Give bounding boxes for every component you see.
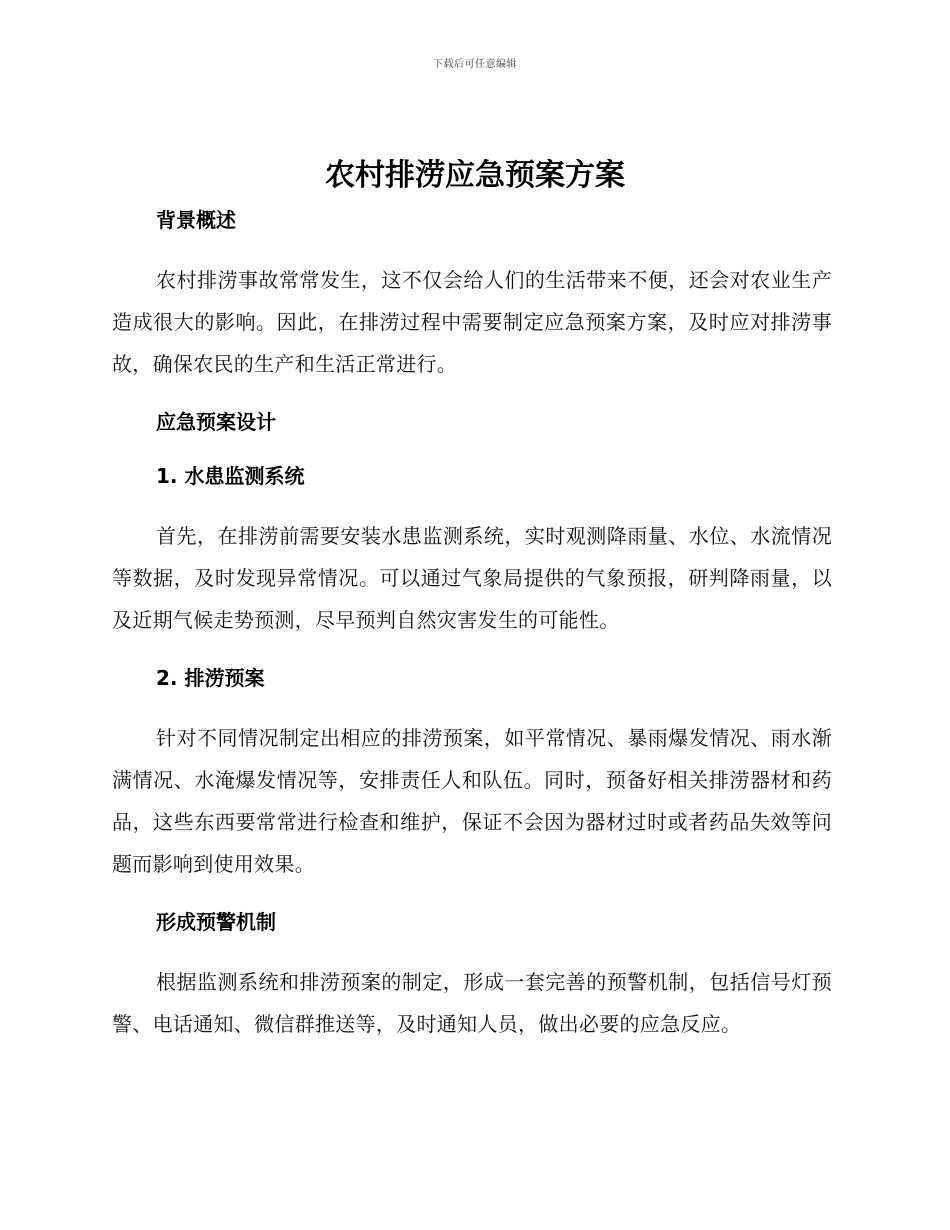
section-heading-background: 背景概述 bbox=[156, 208, 236, 232]
paragraph-monitoring: 首先，在排涝前需要安装水患监测系统，实时观测降雨量、水位、水流情况等数据，及时发现异常情况。可以通过气象局提供的气象预报，研判降雨量，以及近期气候走势预测，尽早预判自然灾害发生的可能性。 bbox=[112, 524, 832, 632]
document-title: 农村排涝应急预案方案 bbox=[325, 158, 625, 193]
section-heading-warning: 形成预警机制 bbox=[156, 910, 276, 934]
header-note: 下载后可任意编辑 bbox=[433, 59, 517, 70]
paragraph-background: 农村排涝事故常常发生，这不仅会给人们的生活带来不便，还会对农业生产造成很大的影响。因此，在排涝过程中需要制定应急预案方案，及时应对排涝事故，确保农民的生产和生活正常进行。 bbox=[112, 268, 832, 376]
section-heading-drainage-plan: 2. 排涝预案 bbox=[156, 666, 265, 690]
paragraph-warning: 根据监测系统和排涝预案的制定，形成一套完善的预警机制，包括信号灯预警、电话通知、微信群推送等，及时通知人员，做出必要的应急反应。 bbox=[112, 970, 832, 1036]
paragraph-drainage-plan: 针对不同情况制定出相应的排涝预案，如平常情况、暴雨爆发情况、雨水渐满情况、水淹爆发情况等，安排责任人和队伍。同时，预备好相关排涝器材和药品，这些东西要常常进行检查和维护，保证不会因为器材过时或者药品失效等问题而影响到使用效果。 bbox=[112, 726, 832, 876]
section-heading-design: 应急预案设计 bbox=[156, 410, 276, 434]
document-body bbox=[112, 203, 832, 1045]
section-heading-monitoring: 1. 水患监测系统 bbox=[156, 464, 305, 488]
